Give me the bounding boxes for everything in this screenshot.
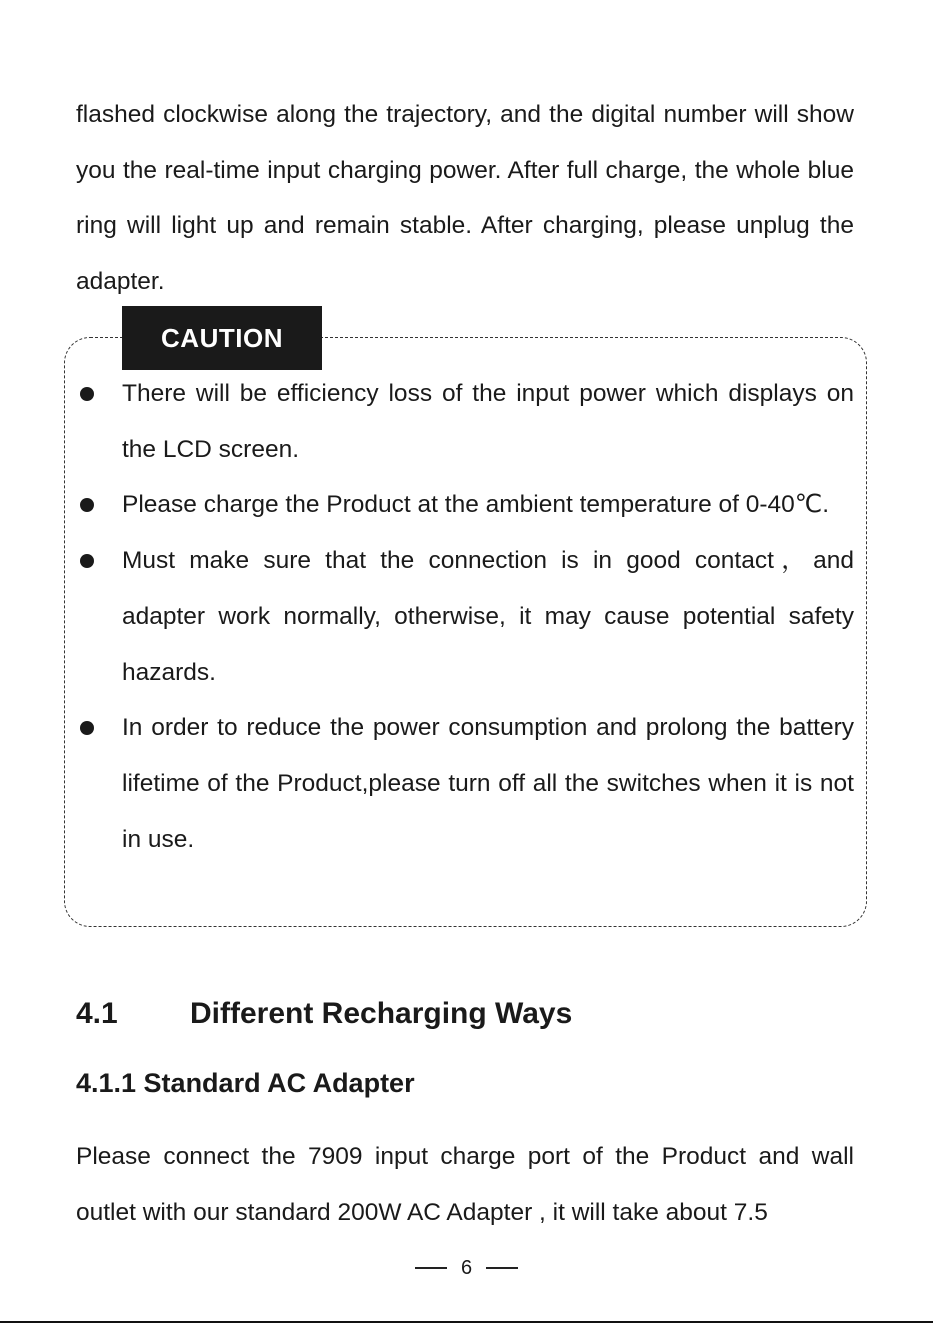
caution-item	[0, 366, 933, 477]
caution-item-text: Please charge the Product at the ambient temperature of 0-40℃.	[122, 491, 830, 519]
caution-list	[0, 366, 933, 867]
caution-label: CAUTION	[122, 306, 322, 370]
page-bottom-border	[0, 1321, 933, 1323]
bullet-icon	[80, 721, 94, 735]
footer-rule-right	[486, 1267, 518, 1268]
section-number: 4.1	[76, 997, 118, 1030]
bullet-icon	[80, 498, 94, 512]
bullet-icon	[80, 387, 94, 401]
caution-item	[0, 700, 933, 867]
caution-item-text: Must make sure that the connection is in good contact，and adapter work normally, otherwise, it may cause potential safety hazards.	[122, 547, 854, 686]
footer-rule-left	[415, 1267, 447, 1268]
bullet-icon	[80, 554, 94, 568]
body-paragraph: Please connect the 7909 input charge port of the Product and wall outlet with our standard 200W AC Adapter , it will take about 7.5	[76, 1143, 854, 1226]
caution-item-text: In order to reduce the power consumption and prolong the battery lifetime of the Product,please turn off all the switches when it is not in use.	[122, 714, 854, 853]
caution-item-text: There will be efficiency loss of the input power which displays on the LCD screen.	[122, 380, 854, 463]
page-number: 6	[460, 1256, 473, 1279]
section-title: Different Recharging Ways	[190, 997, 573, 1030]
caution-item	[0, 533, 933, 700]
subsection-heading: 4.1.1 Standard AC Adapter	[76, 1068, 415, 1098]
section-heading	[76, 997, 572, 1031]
intro-paragraph: flashed clockwise along the trajectory, and the digital number will show you the real-time input charging power. After full charge, the whole blue ring will light up and remain stable. After charging, please unplug the adapter.	[76, 101, 854, 296]
caution-item	[0, 477, 933, 533]
page-footer	[0, 1255, 933, 1281]
